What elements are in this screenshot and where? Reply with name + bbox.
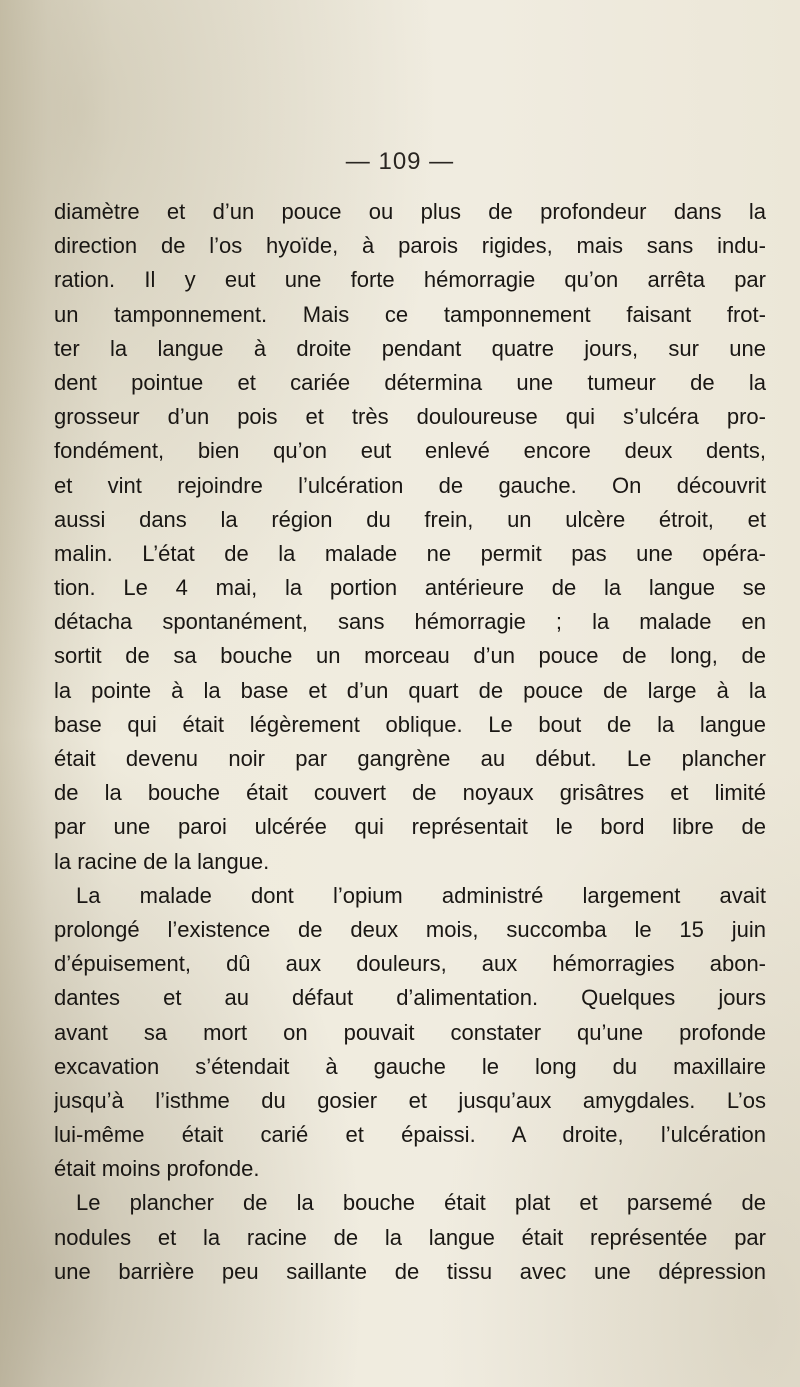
text-line: avant sa mort on pouvait constater qu’une profonde [54,1019,766,1045]
text-line: diamètre et d’un pouce ou plus de profondeur dans la [54,199,766,224]
text-line: excavation s’étendait à gauche le long du maxillaire [54,1053,766,1079]
text-line: grosseur d’un pois et très douloureuse qui s’ulcéra pro- [54,404,766,430]
text-line: ter la langue à droite pendant quatre jours, sur une [54,335,766,361]
text-line: dantes et au défaut d’alimentation. Quelques jours [54,985,766,1011]
text-line: lui-même était carié et épaissi. A droite, l’ulcération [54,1122,766,1148]
text-line: un tamponnement. Mais ce tamponnement faisant frot- [54,301,766,327]
body-text [54,195,766,1289]
text-line: fondément, bien qu’on eut enlevé encore deux dents, [54,438,766,464]
text-line: dent pointue et cariée détermina une tumeur de la [54,369,766,395]
text-line: était devenu noir par gangrène au début. Le plancher [54,746,766,771]
paragraph-start-line: La malade dont l’opium administré largement avait [76,882,766,908]
text-line: nodules et la racine de la langue était représentée par [54,1224,766,1250]
paragraph-end-line: la racine de la langue. [54,848,270,874]
text-line: direction de l’os hyoïde, à parois rigides, mais sans indu- [54,233,766,259]
text-line: une barrière peu saillante de tissu avec une dépression [54,1258,766,1284]
text-line: par une paroi ulcérée qui représentait le bord libre de [54,814,766,840]
text-line: aussi dans la région du frein, un ulcère étroit, et [54,506,766,532]
text-line: jusqu’à l’isthme du gosier et jusqu’aux amygdales. L’os [54,1087,766,1113]
text-line: détacha spontanément, sans hémorragie ; la malade en [54,609,766,635]
text-line: la pointe à la base et d’un quart de pouce de large à la [54,677,766,703]
paragraph-end-line: était moins profonde. [54,1156,260,1182]
paragraph-start-line: Le plancher de la bouche était plat et parsemé de [76,1190,766,1216]
text-line: d’épuisement, dû aux douleurs, aux hémorragies abon- [54,951,766,977]
text-line: de la bouche était couvert de noyaux grisâtres et limité [54,780,766,806]
text-line: sortit de sa bouche un morceau d’un pouce de long, de [54,643,766,669]
text-line: et vint rejoindre l’ulcération de gauche. On découvrit [54,472,766,498]
text-line: ration. Il y eut une forte hémorragie qu’on arrêta par [54,267,766,293]
page-number: — 109 — [345,148,455,175]
text-line: malin. L’état de la malade ne permit pas une opéra- [54,540,766,566]
text-line: base qui était légèrement oblique. Le bout de la langue [54,711,766,737]
text-line: prolongé l’existence de deux mois, succomba le 15 juin [54,916,766,942]
text-line: tion. Le 4 mai, la portion antérieure de la langue se [54,575,766,601]
